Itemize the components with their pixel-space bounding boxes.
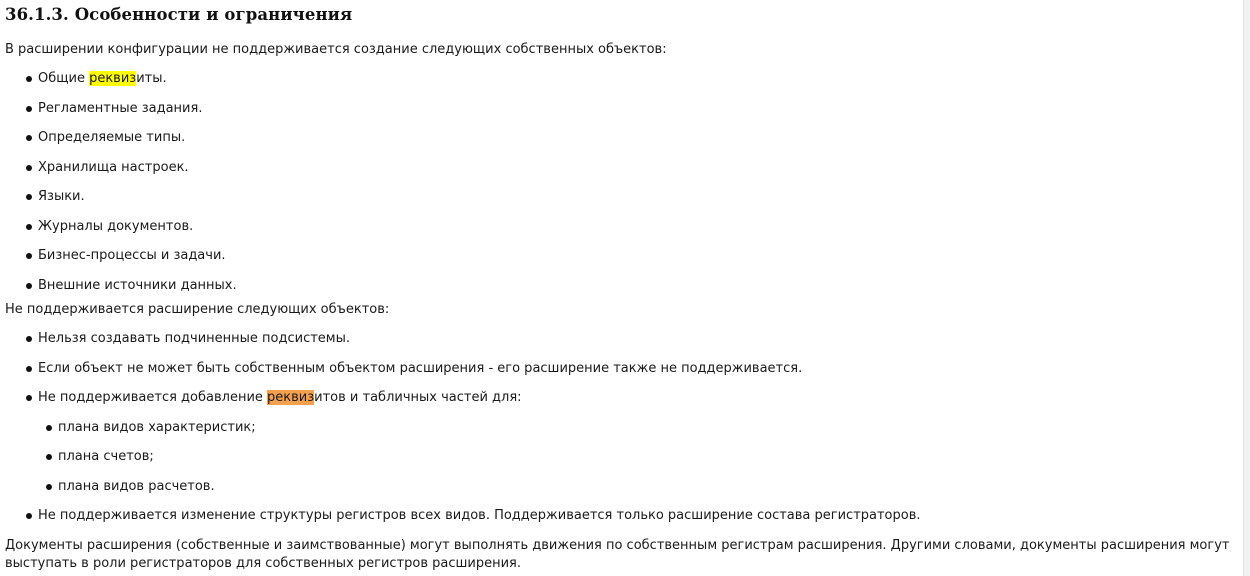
list-item-text: Не поддерживается изменение структуры регистров всех видов. Поддерживается только расширение состава регистраторов. [38, 508, 921, 523]
bullet-icon [26, 336, 32, 342]
bullet-icon [26, 76, 32, 82]
list-item [5, 94, 1237, 124]
list-item [5, 324, 1237, 354]
unsupported-objects-list [5, 64, 1237, 300]
documents-paragraph: Документы расширения (собственные и заимствованные) могут выполнять движения по собственным регистрам расширения. Другими словами, документы расширения могут выступать в роли регистраторов для собственных регистров расширения. [5, 537, 1230, 571]
list-item-text: Регламентные задания. [38, 100, 203, 116]
list-item-text: Журналы документов. [38, 218, 194, 234]
bullet-icon [46, 454, 52, 460]
search-highlight: реквиз [89, 71, 137, 86]
current-search-highlight: реквиз [267, 390, 315, 405]
unsupported-extension-list [5, 324, 1237, 413]
bullet-icon [46, 484, 52, 490]
bullet-icon [26, 106, 32, 112]
section-title: 36.1.3. Особенности и ограничения [5, 5, 353, 24]
unsupported-extension-list-continued [5, 501, 1237, 531]
scrollbar[interactable] [1243, 0, 1250, 576]
list-item [5, 123, 1237, 153]
list-item [5, 153, 1237, 183]
list-item-text: Нельзя создавать подчиненные подсистемы. [38, 331, 350, 346]
bullet-icon [26, 283, 32, 289]
nested-list-item [5, 472, 1237, 502]
bullet-icon [46, 425, 52, 431]
list-item-text-post: иты. [136, 71, 167, 86]
list-item-text: Если объект не может быть собственным объектом расширения - его расширение также не поддерживается. [38, 360, 803, 376]
list-item-text-post: итов и табличных частей для: [314, 390, 522, 405]
bullet-icon [26, 194, 32, 200]
list-item-text: Определяемые типы. [38, 130, 186, 145]
bullet-icon [26, 513, 32, 519]
list-item [5, 64, 1237, 94]
unsupported-extension-paragraph: Не поддерживается расширение следующих объектов: [5, 302, 390, 317]
intro-paragraph: В расширении конфигурации не поддерживается создание следующих собственных объектов: [5, 42, 667, 57]
list-item-text: Внешние источники данных. [38, 277, 237, 293]
nested-list [5, 413, 1237, 502]
list-item [5, 182, 1237, 212]
list-item [5, 212, 1237, 242]
document-content [5, 0, 1237, 573]
list-item-text-pre: Общие [38, 71, 90, 86]
nested-list-item-text: плана видов расчетов. [58, 478, 215, 494]
bullet-icon [26, 135, 32, 141]
nested-list-item [5, 413, 1237, 443]
list-item [5, 383, 1237, 413]
bullet-icon [26, 366, 32, 372]
list-item [5, 501, 1237, 531]
list-item-text: Хранилища настроек. [38, 159, 189, 175]
nested-list-item-text: плана счетов; [58, 449, 154, 464]
bullet-icon [26, 395, 32, 401]
bullet-icon [26, 253, 32, 259]
nested-list-item [5, 442, 1237, 472]
nested-list-item-text: плана видов характеристик; [58, 419, 256, 435]
list-item [5, 271, 1237, 301]
list-item-text: Бизнес-процессы и задачи. [38, 248, 226, 263]
bullet-icon [26, 165, 32, 171]
bullet-icon [26, 224, 32, 230]
list-item-text-pre: Не поддерживается добавление [38, 390, 268, 405]
list-item [5, 354, 1237, 384]
list-item-text: Языки. [38, 189, 85, 204]
list-item [5, 241, 1237, 271]
